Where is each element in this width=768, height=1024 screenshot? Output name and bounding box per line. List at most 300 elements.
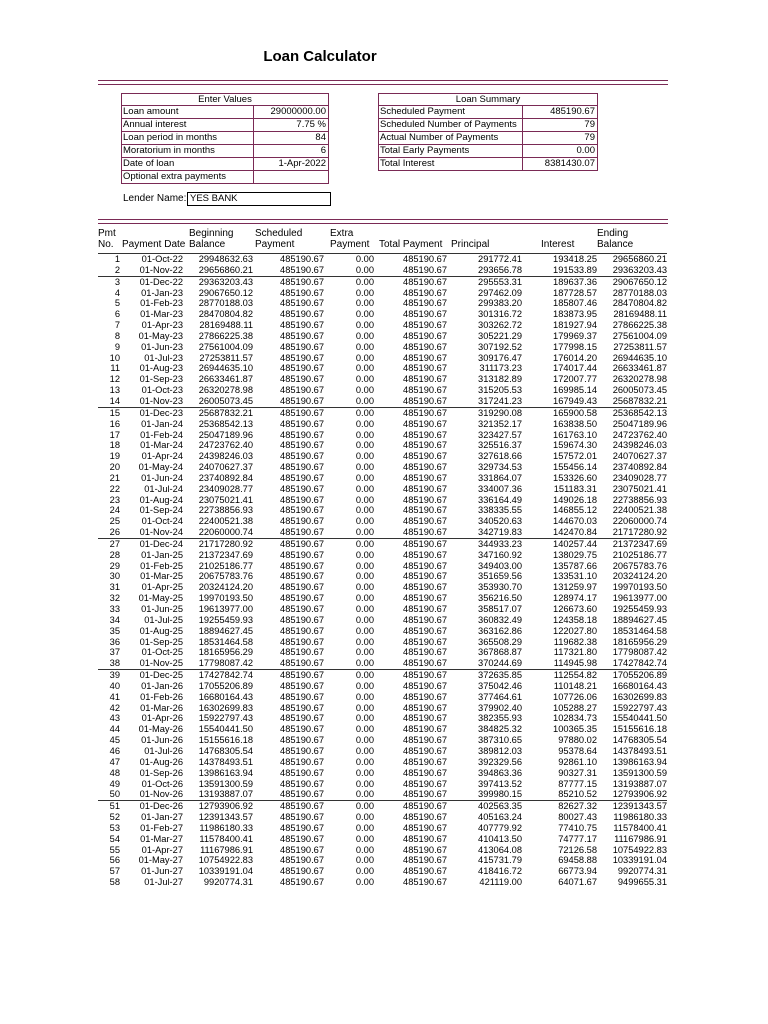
cell-pmt-no: 5	[114, 298, 120, 309]
cell-beginning-balance: 26320278.98	[198, 385, 253, 396]
cell-total-payment: 485190.67	[403, 374, 447, 385]
cell-scheduled-payment: 485190.67	[280, 756, 324, 767]
cell-interest: 112554.82	[522, 670, 597, 681]
summary-label: Actual Number of Payments	[380, 132, 499, 143]
cell-pmt-no: 8	[114, 330, 120, 341]
cell-scheduled-payment: 485190.67	[253, 801, 324, 812]
cell-ending-balance: 13193887.07	[612, 778, 667, 789]
cell-interest: 153326.60	[553, 472, 597, 483]
cell-beginning-balance: 10754922.83	[198, 855, 253, 866]
cell-pmt-no: 17	[109, 429, 120, 440]
cell-principal: 405163.24	[478, 812, 522, 823]
cell-interest: 165900.58	[522, 407, 597, 418]
cell-ending-balance: 18894627.45	[612, 614, 667, 625]
table-row	[98, 276, 667, 287]
cell-extra-payment: 0.00	[324, 538, 374, 549]
cell-pmt-no: 41	[109, 691, 120, 702]
cell-interest: 133531.10	[553, 571, 597, 582]
cell-principal: 347160.92	[478, 549, 522, 560]
cell-scheduled-payment: 485190.67	[280, 494, 324, 505]
input-row-date-of-loan	[122, 158, 328, 171]
cell-extra-payment: 0.00	[355, 374, 374, 385]
cell-interest: 155456.14	[553, 462, 597, 473]
cell-principal: 397413.52	[478, 778, 522, 789]
cell-ending-balance: 17798087.42	[612, 647, 667, 658]
cell-total-payment: 485190.67	[403, 494, 447, 505]
cell-pmt-no: 20	[109, 462, 120, 473]
table-row	[98, 746, 667, 757]
cell-beginning-balance: 25687832.21	[183, 407, 253, 418]
cell-payment-date: 01-Aug-26	[139, 756, 183, 767]
cell-payment-date: 01-Nov-22	[139, 264, 183, 275]
cell-beginning-balance: 13591300.59	[198, 778, 253, 789]
cell-pmt-no: 51	[98, 801, 120, 812]
cell-ending-balance: 28770188.03	[612, 287, 667, 298]
cell-beginning-balance: 12793906.92	[183, 801, 253, 812]
cell-pmt-no: 19	[109, 451, 120, 462]
cell-total-payment: 485190.67	[403, 363, 447, 374]
cell-ending-balance: 23740892.84	[612, 462, 667, 473]
cell-beginning-balance: 29656860.21	[198, 264, 253, 275]
cell-beginning-balance: 19970193.50	[198, 593, 253, 604]
cell-interest: 128974.17	[553, 593, 597, 604]
cell-scheduled-payment: 485190.67	[280, 363, 324, 374]
cell-ending-balance: 13591300.59	[612, 767, 667, 778]
cell-scheduled-payment: 485190.67	[280, 614, 324, 625]
cell-beginning-balance: 13193887.07	[198, 789, 253, 800]
cell-interest: 95378.64	[558, 745, 597, 756]
cell-beginning-balance: 23075021.41	[198, 494, 253, 505]
cell-total-payment: 485190.67	[403, 309, 447, 320]
cell-pmt-no: 57	[109, 866, 120, 877]
summary-label: Total Interest	[380, 158, 435, 169]
total-early-payments-value: 0.00	[522, 145, 597, 157]
cell-scheduled-payment: 485190.67	[253, 670, 324, 681]
input-row-moratorium	[122, 145, 328, 158]
cell-principal: 418416.72	[478, 866, 522, 877]
moratorium-input[interactable]: 6	[253, 145, 328, 157]
cell-extra-payment: 0.00	[355, 494, 374, 505]
table-row	[98, 484, 667, 495]
cell-interest: 183873.95	[553, 309, 597, 320]
cell-ending-balance: 10754922.83	[612, 844, 667, 855]
cell-principal: 382355.93	[478, 713, 522, 724]
cell-payment-date: 01-Jul-23	[144, 352, 183, 363]
cell-payment-date: 01-Aug-25	[139, 625, 183, 636]
table-row	[98, 692, 667, 703]
cell-extra-payment: 0.00	[355, 877, 374, 888]
cell-payment-date: 01-May-26	[138, 724, 183, 735]
cell-total-payment: 485190.67	[403, 385, 447, 396]
cell-principal: 384825.32	[478, 724, 522, 735]
cell-principal: 340520.63	[478, 516, 522, 527]
cell-interest: 135787.66	[553, 560, 597, 571]
cell-principal: 392329.56	[478, 756, 522, 767]
cell-scheduled-payment: 485190.67	[280, 330, 324, 341]
cell-payment-date: 01-Oct-22	[120, 254, 183, 265]
cell-beginning-balance: 27253811.57	[199, 352, 253, 363]
cell-scheduled-payment: 485190.67	[253, 276, 324, 287]
cell-interest: 142470.84	[553, 527, 597, 538]
cell-interest: 177998.15	[553, 341, 597, 352]
cell-principal: 305221.29	[478, 330, 522, 341]
cell-scheduled-payment: 485190.67	[280, 451, 324, 462]
cell-principal: 356216.50	[478, 593, 522, 604]
cell-extra-payment: 0.00	[355, 745, 374, 756]
cell-principal: 342719.83	[478, 527, 522, 538]
cell-principal: 325516.37	[478, 440, 522, 451]
cell-scheduled-payment: 485190.67	[280, 341, 324, 352]
cell-extra-payment: 0.00	[355, 702, 374, 713]
cell-pmt-no: 35	[109, 625, 120, 636]
cell-extra-payment: 0.00	[355, 614, 374, 625]
cell-extra-payment: 0.00	[355, 462, 374, 473]
cell-beginning-balance: 15155616.18	[198, 735, 253, 746]
cell-principal: 295553.31	[447, 276, 522, 287]
cell-principal: 413064.08	[478, 844, 522, 855]
cell-total-payment: 485190.67	[403, 844, 447, 855]
page-title: Loan Calculator	[263, 48, 377, 65]
table-row	[98, 834, 667, 845]
cell-interest: 66773.94	[558, 866, 597, 877]
cell-pmt-no: 39	[98, 670, 120, 681]
cell-payment-date: 01-May-23	[138, 330, 183, 341]
table-row	[98, 396, 667, 407]
cell-interest: 146855.12	[553, 505, 597, 516]
cell-extra-payment: 0.00	[355, 735, 374, 746]
cell-total-payment: 485190.67	[403, 735, 447, 746]
cell-total-payment: 485190.67	[403, 745, 447, 756]
cell-ending-balance: 24723762.40	[612, 429, 667, 440]
cell-pmt-no: 13	[109, 385, 120, 396]
cell-scheduled-payment: 485190.67	[280, 571, 324, 582]
cell-payment-date: 01-Nov-23	[139, 395, 183, 406]
cell-beginning-balance: 10339191.04	[198, 866, 253, 877]
cell-ending-balance: 22400521.38	[612, 505, 667, 516]
cell-scheduled-payment: 485190.67	[280, 440, 324, 451]
table-row	[98, 538, 667, 549]
cell-beginning-balance: 28470804.82	[198, 309, 253, 320]
table-row	[98, 582, 667, 593]
cell-interest: 69458.88	[558, 855, 597, 866]
cell-ending-balance: 25687832.21	[612, 395, 667, 406]
cell-beginning-balance: 22738856.93	[198, 505, 253, 516]
cell-extra-payment: 0.00	[355, 385, 374, 396]
cell-principal: 379902.40	[478, 702, 522, 713]
table-row	[98, 298, 667, 309]
cell-extra-payment: 0.00	[355, 264, 374, 275]
col-header-payment-date: Payment Date	[122, 239, 186, 250]
cell-total-payment: 485190.67	[403, 560, 447, 571]
field-label: Loan amount	[123, 106, 179, 117]
table-row	[98, 866, 667, 877]
cell-interest: 64071.67	[558, 877, 597, 888]
cell-scheduled-payment: 485190.67	[280, 745, 324, 756]
cell-pmt-no: 22	[109, 483, 120, 494]
cell-payment-date: 01-May-25	[138, 593, 183, 604]
cell-extra-payment: 0.00	[355, 560, 374, 571]
table-row	[98, 473, 667, 484]
cell-interest: 161763.10	[553, 429, 597, 440]
cell-interest: 105288.27	[553, 702, 597, 713]
divider	[98, 80, 668, 81]
summary-row	[379, 145, 597, 158]
cell-payment-date: 01-Aug-24	[139, 494, 183, 505]
cell-payment-date: 01-Feb-25	[140, 560, 183, 571]
table-row	[98, 703, 667, 714]
cell-beginning-balance: 15922797.43	[198, 713, 253, 724]
cell-pmt-no: 50	[109, 789, 120, 800]
cell-interest: 72126.58	[558, 844, 597, 855]
cell-beginning-balance: 14378493.51	[198, 756, 253, 767]
cell-beginning-balance: 26005073.45	[198, 395, 253, 406]
cell-beginning-balance: 17055206.89	[198, 680, 253, 691]
table-row	[98, 615, 667, 626]
table-row	[98, 637, 667, 648]
cell-scheduled-payment: 485190.67	[280, 374, 324, 385]
cell-beginning-balance: 20675783.76	[198, 571, 253, 582]
cell-interest: 114945.98	[553, 658, 597, 669]
table-row	[98, 855, 667, 866]
extra-payments-input[interactable]	[253, 171, 328, 183]
cell-payment-date: 01-Mar-25	[140, 571, 183, 582]
cell-ending-balance: 17055206.89	[597, 670, 667, 681]
cell-ending-balance: 26944635.10	[612, 352, 667, 363]
cell-scheduled-payment: 485190.67	[280, 625, 324, 636]
summary-label: Scheduled Number of Payments	[380, 119, 517, 130]
field-label: Loan period in months	[123, 132, 218, 143]
cell-scheduled-payment: 485190.67	[280, 789, 324, 800]
cell-principal: 321352.17	[478, 418, 522, 429]
cell-pmt-no: 10	[109, 352, 120, 363]
cell-ending-balance: 26633461.87	[612, 363, 667, 374]
cell-scheduled-payment: 485190.67	[280, 429, 324, 440]
cell-payment-date: 01-Jan-26	[141, 680, 183, 691]
table-row	[98, 571, 667, 582]
cell-extra-payment: 0.00	[355, 309, 374, 320]
cell-extra-payment: 0.00	[355, 866, 374, 877]
cell-principal: 389812.03	[478, 745, 522, 756]
cell-total-payment: 485190.67	[403, 647, 447, 658]
cell-principal: 387310.65	[478, 735, 522, 746]
cell-principal: 299383.20	[478, 298, 522, 309]
cell-interest: 131259.97	[553, 582, 597, 593]
cell-beginning-balance: 13986163.94	[198, 767, 253, 778]
cell-payment-date: 01-Feb-23	[140, 298, 183, 309]
cell-total-payment: 485190.67	[403, 812, 447, 823]
summary-row	[379, 119, 597, 132]
cell-pmt-no: 16	[109, 418, 120, 429]
cell-ending-balance: 9920774.31	[617, 866, 667, 877]
cell-pmt-no: 4	[114, 287, 120, 298]
cell-interest: 117321.80	[553, 647, 597, 658]
cell-pmt-no: 33	[109, 604, 120, 614]
col-header-extra-payment: Extra Payment	[330, 228, 370, 250]
cell-ending-balance: 18531464.58	[612, 625, 667, 636]
cell-payment-date: 01-Dec-23	[120, 407, 183, 418]
cell-total-payment: 485190.67	[403, 614, 447, 625]
cell-extra-payment: 0.00	[355, 298, 374, 309]
cell-scheduled-payment: 485190.67	[253, 254, 324, 265]
cell-ending-balance: 27561004.09	[612, 330, 667, 341]
cell-principal: 309176.47	[478, 352, 522, 363]
cell-ending-balance: 19970193.50	[612, 582, 667, 593]
cell-pmt-no: 45	[109, 735, 120, 746]
table-row	[98, 440, 667, 451]
cell-pmt-no: 42	[109, 702, 120, 713]
enter-values-panel	[121, 93, 329, 184]
cell-payment-date: 01-Feb-27	[140, 822, 183, 833]
cell-total-payment: 485190.67	[403, 462, 447, 473]
cell-ending-balance: 15155616.18	[612, 724, 667, 735]
table-row	[98, 265, 667, 276]
cell-beginning-balance: 26944635.10	[198, 363, 253, 374]
cell-extra-payment: 0.00	[324, 801, 374, 812]
cell-principal: 336164.49	[478, 494, 522, 505]
cell-extra-payment: 0.00	[355, 527, 374, 538]
cell-beginning-balance: 25047189.96	[198, 429, 253, 440]
cell-beginning-balance: 21372347.69	[198, 549, 253, 560]
cell-total-payment: 485190.67	[403, 778, 447, 789]
cell-ending-balance: 16302699.83	[612, 691, 667, 702]
cell-principal: 410413.50	[478, 833, 522, 844]
table-row	[98, 593, 667, 604]
table-row	[98, 407, 667, 418]
cell-payment-date: 01-Apr-26	[141, 713, 183, 724]
cell-total-payment: 485190.67	[403, 789, 447, 800]
cell-beginning-balance: 21717280.92	[183, 538, 253, 549]
cell-pmt-no: 3	[98, 276, 120, 287]
table-row	[98, 877, 667, 888]
table-row	[98, 462, 667, 473]
cell-payment-date: 01-Feb-24	[140, 429, 183, 440]
cell-interest: 185807.46	[553, 298, 597, 309]
cell-pmt-no: 55	[109, 844, 120, 855]
cell-ending-balance: 25368542.13	[597, 407, 667, 418]
table-row	[98, 801, 667, 812]
cell-extra-payment: 0.00	[355, 756, 374, 767]
date-of-loan-input[interactable]: 1-Apr-2022	[253, 158, 328, 170]
cell-interest: 138029.75	[553, 549, 597, 560]
cell-extra-payment: 0.00	[355, 483, 374, 494]
cell-payment-date: 01-Sep-26	[139, 767, 183, 778]
cell-extra-payment: 0.00	[355, 341, 374, 352]
col-header-ending-balance: Ending Balance	[597, 228, 634, 250]
cell-pmt-no: 31	[109, 582, 120, 593]
cell-ending-balance: 21372347.69	[597, 538, 667, 549]
cell-extra-payment: 0.00	[355, 571, 374, 582]
cell-total-payment: 485190.67	[403, 472, 447, 483]
scheduled-payment-value: 485190.67	[522, 106, 597, 118]
cell-total-payment: 485190.67	[374, 254, 447, 265]
cell-payment-date: 01-Jun-27	[141, 866, 183, 877]
cell-ending-balance: 28169488.11	[613, 309, 667, 320]
col-header-pmt-no: Pmt No.	[98, 228, 116, 250]
cell-total-payment: 485190.67	[374, 538, 447, 549]
cell-principal: 353930.70	[478, 582, 522, 593]
cell-pmt-no: 14	[109, 395, 120, 406]
cell-payment-date: 01-Jun-23	[141, 341, 183, 352]
cell-pmt-no: 52	[109, 812, 120, 823]
cell-payment-date: 01-Sep-24	[139, 505, 183, 516]
cell-beginning-balance: 26633461.87	[198, 374, 253, 385]
cell-extra-payment: 0.00	[355, 582, 374, 593]
table-row	[98, 779, 667, 790]
cell-extra-payment: 0.00	[355, 604, 374, 614]
cell-interest: 77410.75	[558, 822, 597, 833]
cell-scheduled-payment: 485190.67	[253, 538, 324, 549]
cell-beginning-balance: 9920774.31	[203, 877, 253, 888]
cell-payment-date: 01-May-27	[138, 855, 183, 866]
cell-beginning-balance: 25368542.13	[198, 418, 253, 429]
cell-scheduled-payment: 485190.67	[280, 582, 324, 593]
loan-period-input[interactable]: 84	[253, 132, 328, 144]
cell-scheduled-payment: 485190.67	[280, 560, 324, 571]
cell-scheduled-payment: 485190.67	[280, 724, 324, 735]
cell-payment-date: 01-Apr-24	[141, 451, 183, 462]
table-row	[98, 495, 667, 506]
table-row	[98, 342, 667, 353]
cell-scheduled-payment: 485190.67	[280, 505, 324, 516]
cell-pmt-no: 58	[109, 877, 120, 888]
cell-total-payment: 485190.67	[403, 287, 447, 298]
cell-pmt-no: 23	[109, 494, 120, 505]
cell-payment-date: 01-Oct-24	[141, 516, 183, 527]
cell-scheduled-payment: 485190.67	[280, 309, 324, 320]
cell-total-payment: 485190.67	[403, 582, 447, 593]
loan-amount-input[interactable]: 29000000.00	[253, 106, 328, 118]
table-row	[98, 550, 667, 561]
cell-beginning-balance: 23740892.84	[198, 472, 253, 483]
cell-extra-payment: 0.00	[355, 363, 374, 374]
cell-pmt-no: 37	[109, 647, 120, 658]
cell-ending-balance: 11167986.91	[614, 833, 667, 844]
table-row	[98, 768, 667, 779]
cell-ending-balance: 22060000.74	[612, 516, 667, 527]
cell-ending-balance: 26320278.98	[612, 374, 667, 385]
field-label: Optional extra payments	[123, 171, 226, 182]
amortization-table	[98, 253, 667, 888]
table-row	[98, 812, 667, 823]
cell-payment-date: 01-Oct-26	[141, 778, 183, 789]
cell-ending-balance: 11986180.33	[613, 812, 667, 823]
cell-extra-payment: 0.00	[355, 320, 374, 331]
loan-summary-panel	[378, 93, 598, 171]
total-interest-value: 8381430.07	[522, 158, 597, 170]
input-row-loan-period	[122, 132, 328, 145]
cell-interest: 144670.03	[553, 516, 597, 527]
cell-payment-date: 01-Dec-26	[120, 801, 183, 812]
annual-interest-input[interactable]: 7.75 %	[253, 119, 328, 131]
input-row-loan-amount	[122, 106, 328, 119]
table-row	[98, 604, 667, 615]
cell-payment-date: 01-Jun-26	[141, 735, 183, 746]
cell-extra-payment: 0.00	[355, 724, 374, 735]
cell-scheduled-payment: 485190.67	[280, 833, 324, 844]
cell-extra-payment: 0.00	[355, 833, 374, 844]
cell-total-payment: 485190.67	[403, 855, 447, 866]
table-row	[98, 254, 667, 265]
cell-principal: 407779.92	[478, 822, 522, 833]
cell-interest: 151183.31	[553, 483, 597, 494]
cell-total-payment: 485190.67	[374, 670, 447, 681]
lender-name-input[interactable]: YES BANK	[187, 192, 331, 206]
cell-ending-balance: 9499655.31	[617, 877, 667, 888]
cell-pmt-no: 7	[114, 320, 120, 331]
cell-beginning-balance: 29067650.12	[198, 287, 253, 298]
cell-ending-balance: 17427842.74	[612, 658, 667, 669]
cell-payment-date: 01-Nov-25	[139, 658, 183, 669]
